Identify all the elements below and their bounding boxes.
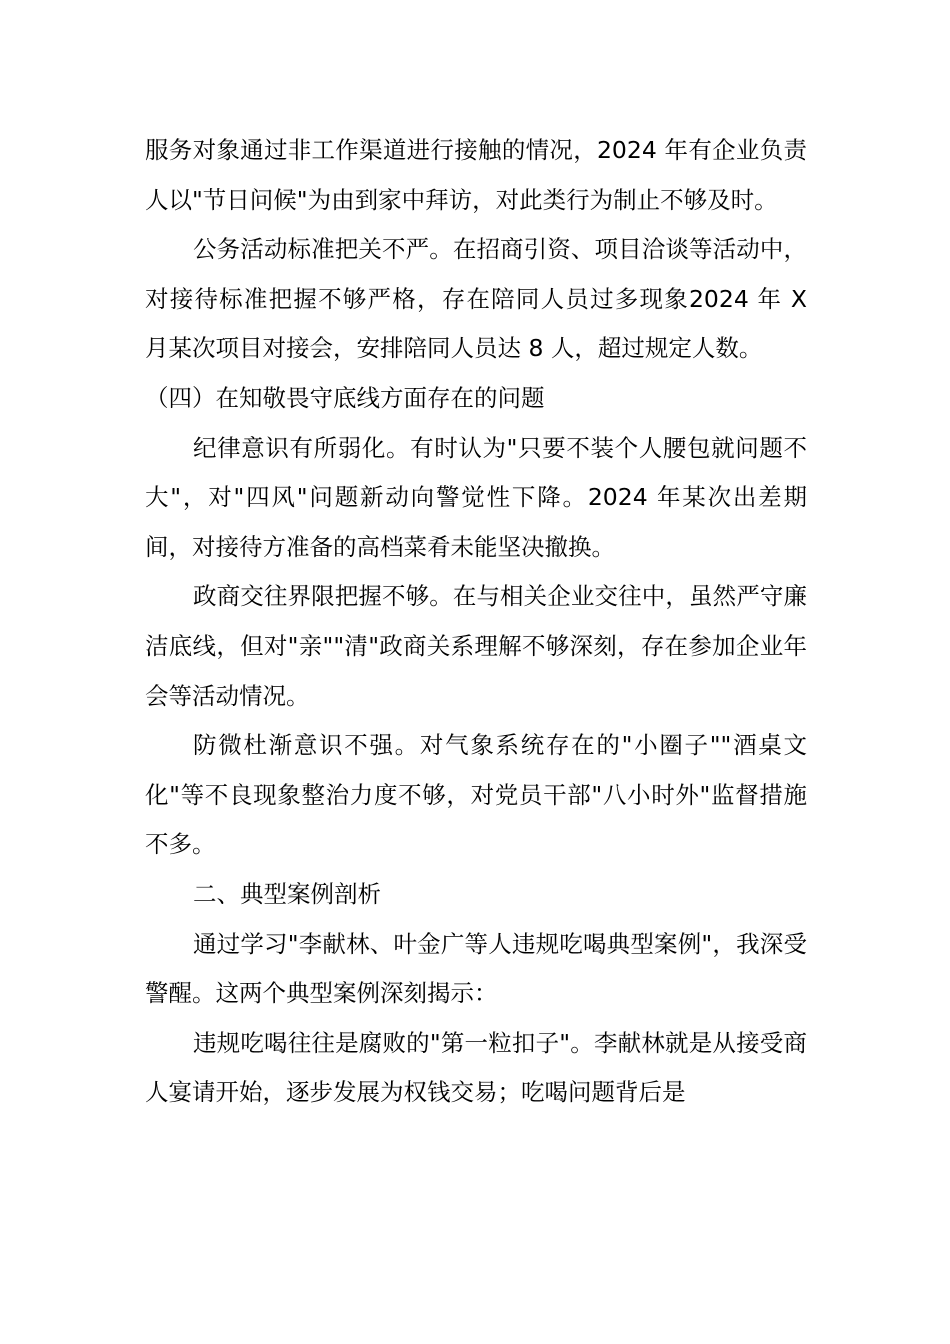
- paragraph-discipline-awareness: 纪律意识有所弱化。有时认为"只要不装个人腰包就问题不大"，对"四风"问题新动向警觉性下降。2024 年某次出差期间，对接待方准备的高档菜肴未能坚决撤换。: [145, 433, 807, 561]
- paragraph-first-button: 违规吃喝往往是腐败的"第一粒扣子"。李献林就是从接受商人宴请开始，逐步发展为权钱交易；吃喝问题背后是: [145, 1028, 807, 1107]
- section-heading-case-analysis: 二、典型案例剖析: [193, 879, 381, 908]
- document-body: [145, 126, 807, 1118]
- paragraph-case-study-intro: 通过学习"李献林、叶金广等人违规吃喝典型案例"，我深受警醒。这两个典型案例深刻揭示：: [145, 929, 807, 1008]
- paragraph-business-relations: 政商交往界限把握不够。在与相关企业交往中，虽然严守廉洁底线，但对"亲""清"政商关系理解不够深刻，存在参加企业年会等活动情况。: [145, 582, 807, 710]
- paragraph-continuation: 服务对象通过非工作渠道进行接触的情况，2024 年有企业负责人以"节日问候"为由到家中拜访，对此类行为制止不够及时。: [145, 136, 807, 214]
- section-heading-four: （四）在知敬畏守底线方面存在的问题: [145, 383, 545, 412]
- paragraph-prevention-awareness: 防微杜渐意识不强。对气象系统存在的"小圈子""酒桌文化"等不良现象整治力度不够，对党员干部"八小时外"监督措施不多。: [145, 731, 807, 859]
- paragraph-official-activities: 公务活动标准把关不严。在招商引资、项目洽谈等活动中，对接待标准把握不够严格，存在陪同人员过多现象2024 年 X 月某次项目对接会，安排陪同人员达 8 人，超过规定人数。: [145, 235, 808, 363]
